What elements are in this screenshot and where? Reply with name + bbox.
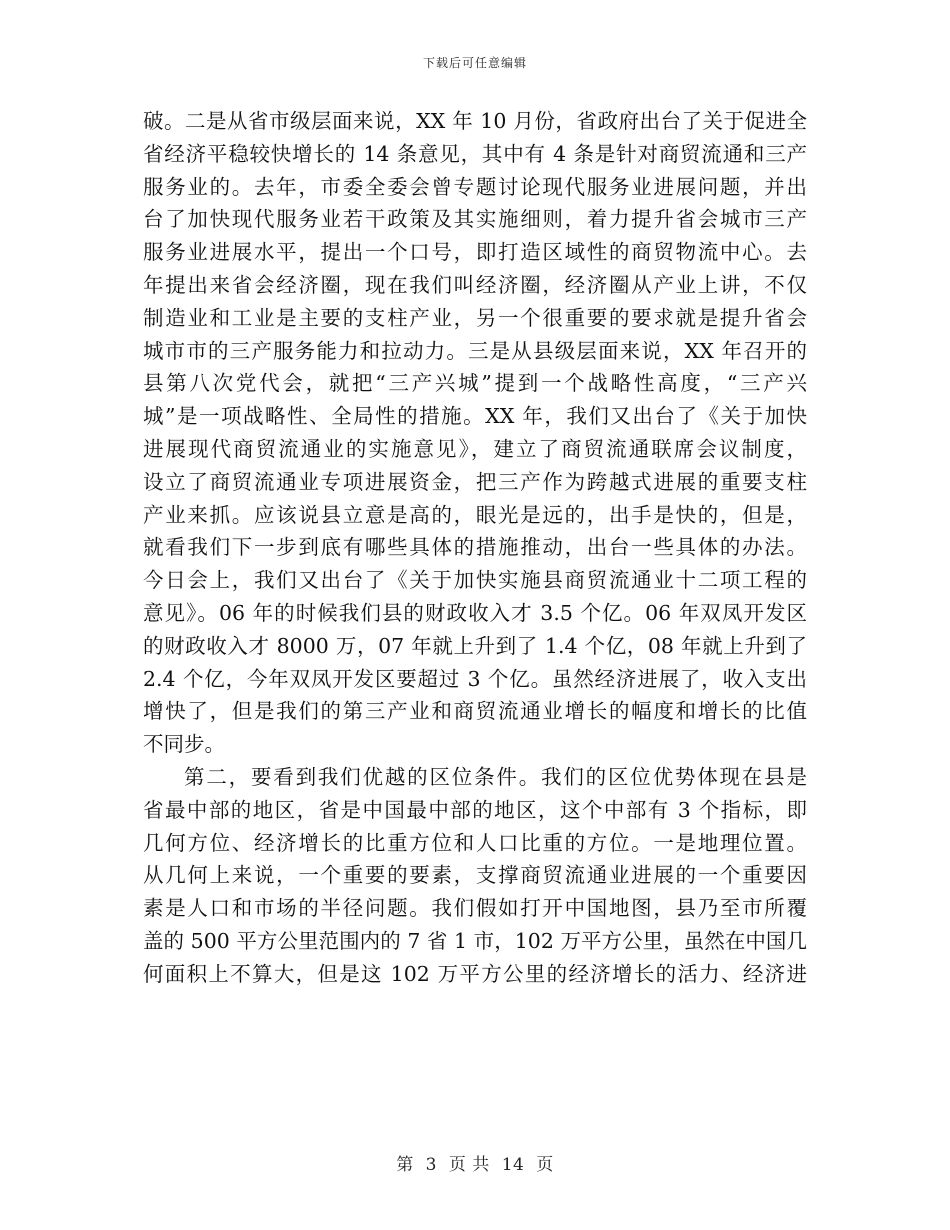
text-line: 意见》。06 年的时候我们县的财政收入才 3.5 个亿。06 年双凤开发区	[143, 600, 807, 625]
text-line: 2.4 个亿，今年双凤开发区要超过 3 个亿。虽然经济进展了，收入支出	[143, 666, 807, 691]
footer-total-pages: 14	[501, 1155, 525, 1175]
text-line: 进展现代商贸流通业的实施意见》，建立了商贸流通联席会议制度，	[143, 436, 807, 461]
text-line: 盖的 500 平方公里范围内的 7 省 1 市，102 万平方公里，虽然在中国几	[143, 928, 807, 953]
page-header	[0, 54, 950, 71]
footer-middle: 页 共	[448, 1155, 490, 1175]
text-line: 县第八次党代会，就把“三产兴城”提到一个战略性高度，“三产兴	[143, 371, 807, 396]
text-line: 城”是一项战略性、全局性的措施。XX 年，我们又出台了《关于加快	[143, 404, 807, 429]
text-line: 制造业和工业是主要的支柱产业，另一个很重要的要求就是提升省会	[143, 305, 807, 330]
page-footer	[0, 1150, 950, 1175]
text-line: 从几何上来说，一个重要的要素，支撑商贸流通业进展的一个重要因	[143, 863, 807, 888]
text-line: 年提出来省会经济圈，现在我们叫经济圈，经济圈从产业上讲，不仅	[143, 272, 807, 297]
text-line: 破。二是从省市级层面来说，XX 年 10 月份，省政府出台了关于促进全	[143, 109, 807, 133]
text-line: 几何方位、经济增长的比重方位和人口比重的方位。一是地理位置。	[143, 830, 807, 855]
text-line: 省经济平稳较快增长的 14 条意见，其中有 4 条是针对商贸流通和三产	[143, 141, 807, 166]
text-line: 增快了，但是我们的第三产业和商贸流通业增长的幅度和增长的比值	[143, 699, 807, 724]
text-line: 素是人口和市场的半径问题。我们假如打开中国地图，县乃至市所覆	[143, 896, 807, 921]
header-note: 下载后可任意编辑	[422, 56, 527, 70]
text-line: 何面积上不算大，但是这 102 万平方公里的经济增长的活力、经济进	[143, 961, 807, 986]
footer-prefix: 第	[396, 1155, 414, 1175]
text-line: 不同步。	[143, 732, 225, 757]
footer-page-number: 3	[425, 1155, 437, 1175]
paragraph-2	[143, 761, 807, 991]
text-line: 服务业的。去年，市委全委会曾专题讨论现代服务业进展问题，并出	[143, 174, 807, 199]
text-line: 今日会上，我们又出台了《关于加快实施县商贸流通业十二项工程的	[143, 568, 807, 593]
text-line: 的财政收入才 8000 万，07 年就上升到了 1.4 个亿，08 年就上升到了	[143, 633, 807, 658]
footer-suffix: 页	[536, 1155, 554, 1175]
text-line: 省最中部的地区，省是中国最中部的地区，这个中部有 3 个指标，即	[143, 797, 807, 822]
paragraph-1	[143, 105, 807, 761]
text-line: 产业来抓。应该说县立意是高的，眼光是远的，出手是快的，但是，	[143, 502, 807, 527]
text-line: 城市市的三产服务能力和拉动力。三是从县级层面来说，XX 年召开的	[143, 338, 807, 363]
text-line: 第二，要看到我们优越的区位条件。我们的区位优势体现在县是	[184, 764, 807, 789]
text-line: 设立了商贸流通业专项进展资金，把三产作为跨越式进展的重要支柱	[143, 469, 807, 494]
text-line: 服务业进展水平，提出一个口号，即打造区域性的商贸物流中心。去	[143, 240, 807, 265]
text-line: 就看我们下一步到底有哪些具体的措施推动，出台一些具体的办法。	[143, 535, 807, 560]
document-body	[143, 105, 807, 991]
text-line: 台了加快现代服务业若干政策及其实施细则，着力提升省会城市三产	[143, 207, 807, 232]
